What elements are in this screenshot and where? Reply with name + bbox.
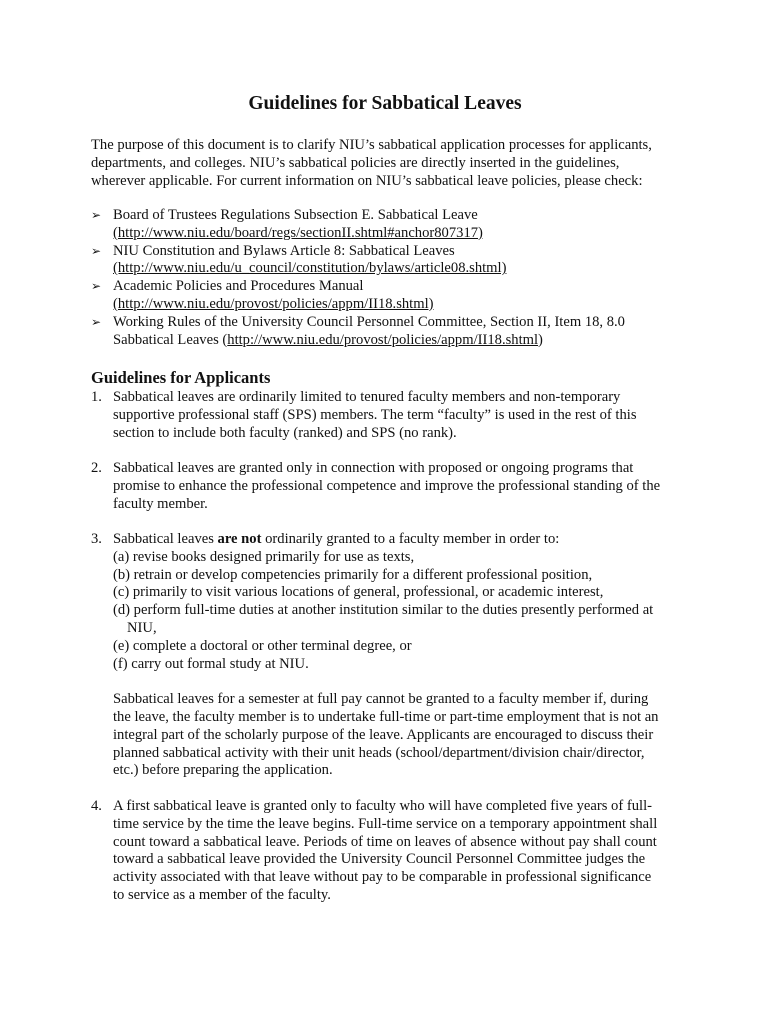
item-text: Sabbatical leaves are ordinarily limited to tenured faculty members and non-temporary: [113, 389, 621, 405]
item-text: toward a sabbatical leave provided the University Council Personnel Committee judges the: [113, 851, 646, 868]
policy-title: Working Rules of the University Council Personnel Committee, Section II, Item 18, 8.0: [113, 313, 625, 330]
item-text: Sabbatical leaves: [113, 531, 218, 547]
page-title: Guidelines for Sabbatical Leaves: [248, 93, 522, 114]
item-text: etc.) before preparing the application.: [113, 762, 333, 779]
item-text: A first sabbatical leave is granted only to faculty who will have completed five years of full-: [113, 798, 652, 814]
policy-title: NIU Constitution and Bylaws Article 8: Sabbatical Leaves: [113, 242, 455, 259]
policy-suffix: ): [538, 331, 543, 348]
item-text: faculty member.: [113, 495, 208, 512]
guideline-item: [91, 531, 691, 780]
item-text: integral part of the scholarly purpose of the leave. Applicants are encouraged to discuss their: [113, 726, 654, 743]
sub-item: (f) carry out formal study at NIU.: [113, 655, 309, 672]
policy-title: Academic Policies and Procedures Manual: [113, 278, 364, 295]
sub-item: (a) revise books designed primarily for use as texts,: [113, 548, 415, 565]
item-text: to service as a member of the faculty.: [113, 886, 331, 903]
policy-link[interactable]: http://www.niu.edu/provost/policies/appm/II18.shtml: [227, 331, 539, 348]
item-number: 2.: [91, 460, 102, 476]
item-text: planned sabbatical activity with their unit heads (school/department/division chair/director,: [113, 744, 645, 761]
guideline-item: [91, 460, 691, 513]
item-text: section to include both faculty (ranked) and SPS (no rank).: [113, 424, 457, 441]
sub-item: (b) retrain or develop competencies primarily for a different professional position,: [113, 566, 593, 583]
arrow-bullet-icon: ➢: [91, 208, 102, 222]
sub-item: (e) complete a doctoral or other terminal degree, or: [113, 637, 412, 654]
guideline-item: [91, 389, 691, 442]
arrow-bullet-icon: ➢: [91, 243, 102, 258]
sub-item: (d) perform full-time duties at another institution similar to the duties presently performed at: [113, 602, 654, 619]
item-text: count toward a sabbatical leave. Periods of time on leaves of absence without pay shall count: [113, 833, 657, 850]
intro-line: wherever applicable. For current information on NIU’s sabbatical leave policies, please check:: [91, 172, 643, 189]
sub-item: (c) primarily to visit various locations of general, professional, or academic interest,: [113, 584, 604, 601]
policy-link[interactable]: (http://www.niu.edu/board/regs/sectionII.shtml#anchor807317): [113, 224, 483, 241]
policy-link-item: [91, 314, 691, 350]
section-heading: Guidelines for Applicants: [91, 368, 271, 387]
policy-link-list: [91, 207, 691, 349]
policy-link-item: [91, 278, 691, 314]
item-text: the leave, the faculty member is to undertake full-time or part-time employment that is not an: [113, 708, 659, 725]
intro-paragraph: [91, 137, 691, 190]
emphasis-text: are not: [217, 531, 262, 547]
item-text: supportive professional staff (SPS) members. The term “faculty” is used in the rest of this: [113, 406, 637, 423]
item-text: ordinarily granted to a faculty member in order to:: [261, 531, 560, 547]
intro-line: departments, and colleges. NIU’s sabbatical policies are directly inserted in the guidelines,: [91, 154, 620, 171]
item-number: 3.: [91, 531, 102, 547]
item-number: 1.: [91, 389, 102, 405]
arrow-bullet-icon: ➢: [91, 279, 102, 294]
item-text: Sabbatical leaves are granted only in connection with proposed or ongoing programs that: [113, 460, 634, 476]
item-text: time service by the time the leave begins. Full-time service on a temporary appointment shall: [113, 815, 658, 832]
item-text: activity associated with that leave without pay to be comparable in professional significance: [113, 869, 652, 886]
policy-link-item: [91, 207, 691, 243]
item-text: Sabbatical leaves for a semester at full pay cannot be granted to a faculty member if, during: [113, 691, 649, 708]
sub-item: NIU,: [127, 619, 157, 636]
guideline-item: [91, 798, 691, 905]
arrow-bullet-icon: ➢: [91, 314, 102, 329]
item-text: promise to enhance the professional competence and improve the professional standing of the: [113, 477, 661, 494]
policy-link-item: [91, 243, 691, 279]
intro-line: The purpose of this document is to clarify NIU’s sabbatical application processes for applicants,: [91, 137, 652, 153]
policy-link[interactable]: (http://www.niu.edu/u_council/constitution/bylaws/article08.shtml): [113, 260, 507, 277]
policy-link[interactable]: (http://www.niu.edu/provost/policies/appm/II18.shtml): [113, 295, 434, 312]
policy-prefix: Sabbatical Leaves (: [113, 331, 228, 348]
policy-title: Board of Trustees Regulations Subsection E. Sabbatical Leave: [113, 207, 478, 223]
item-number: 4.: [91, 798, 102, 814]
